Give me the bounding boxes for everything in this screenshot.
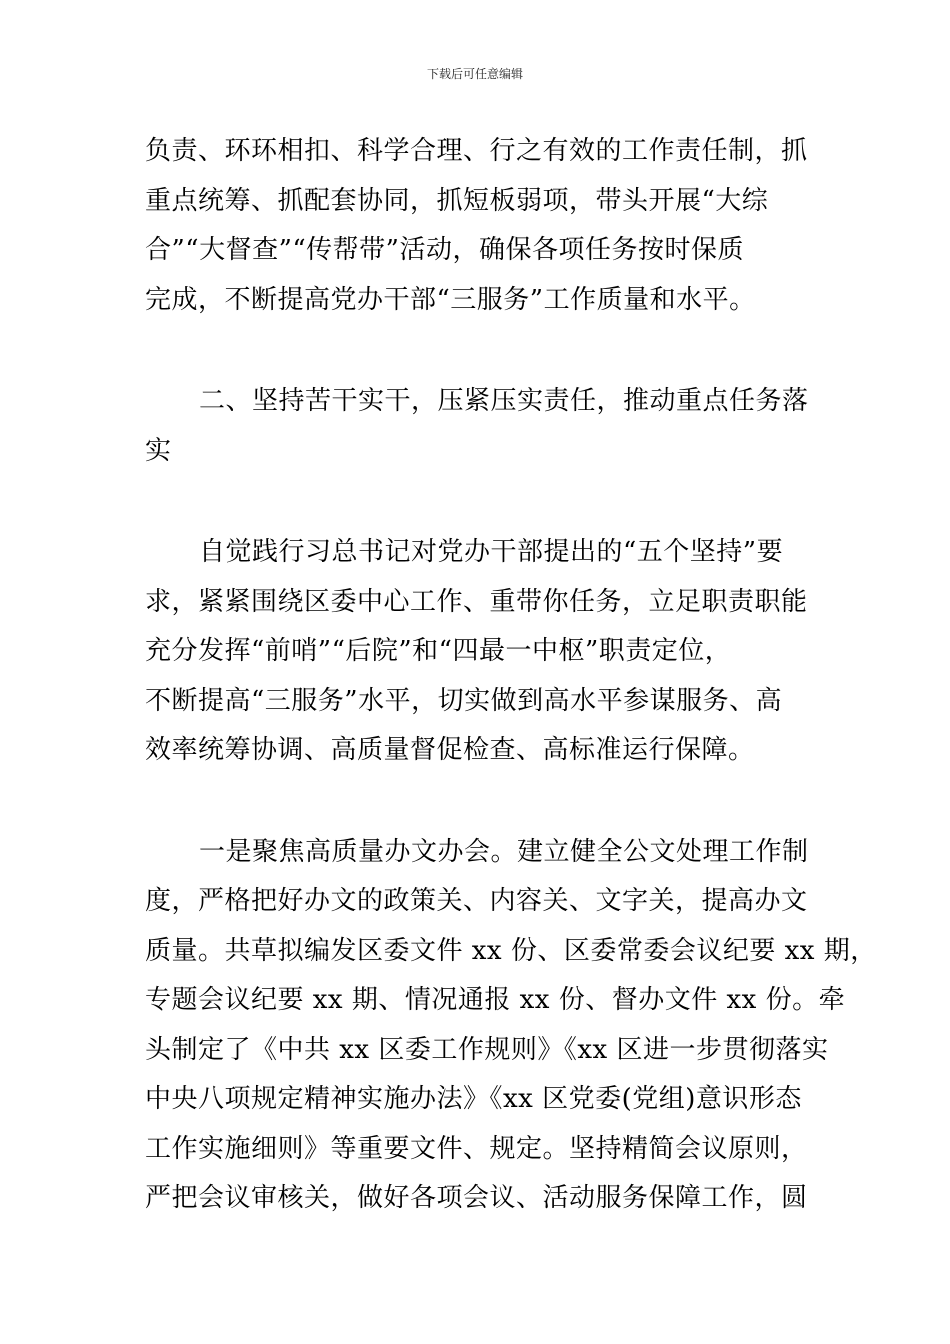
text-line: 完成，不断提高党办干部“三服务”工作质量和水平。 <box>145 284 756 315</box>
text-line: 度，严格把好办文的政策关、内容关、文字关，提高办文 <box>145 886 808 916</box>
paragraph-responsibility <box>145 127 810 325</box>
text-line: 求，紧紧围绕区委中心工作、重带你任务，立足职责职能 <box>145 586 808 617</box>
page-header-note: 下载后可任意编辑 <box>426 67 523 81</box>
paragraph-gap <box>145 476 810 528</box>
text-line: 中央八项规定精神实施办法》《xx 区党委(党组)意识形态 <box>145 1084 802 1114</box>
text-line: 不断提高“三服务”水平，切实做到高水平参谋服务、高 <box>145 685 783 716</box>
text-line: 充分发挥“前哨”“后院”和“四最一中枢”职责定位， <box>145 636 732 666</box>
text-line: 实 <box>145 435 172 466</box>
text-line: 二、坚持苦干实干，压紧压实责任，推动重点任务落 <box>199 386 809 416</box>
text-line: 头制定了《中共 xx 区委工作规则》《xx 区进一步贯彻落实 <box>145 1034 829 1065</box>
text-line: 质量。共草拟编发区委文件 xx 份、区委常委会议纪要 xx 期， <box>145 935 877 966</box>
paragraph-document-meetings <box>145 828 877 1224</box>
text-line: 工作实施细则》等重要文件、规定。坚持精简会议原则， <box>145 1133 808 1164</box>
section-heading-two <box>145 377 810 476</box>
paragraph-gap <box>145 325 810 377</box>
document-body <box>145 127 877 1224</box>
text-line: 合”“大督查”“传帮带”活动，确保各项任务按时保质 <box>145 235 744 265</box>
text-line: 专题会议纪要 xx 期、情况通报 xx 份、督办文件 xx 份。牵 <box>145 985 846 1015</box>
text-line: 效率统筹协调、高质量督促检查、高标准运行保障。 <box>145 735 755 765</box>
paragraph-gap <box>145 776 810 828</box>
text-line: 严把会议审核关，做好各项会议、活动服务保障工作，圆 <box>145 1183 808 1213</box>
paragraph-five-persistences <box>145 528 810 776</box>
text-line: 自觉践行习总书记对党办干部提出的“五个坚持”要 <box>199 537 784 567</box>
text-line: 重点统筹、抓配套协同，抓短板弱项，带头开展“大综 <box>145 185 769 216</box>
text-line: 负责、环环相扣、科学合理、行之有效的工作责任制，抓 <box>145 136 808 166</box>
text-line: 一是聚焦高质量办文办会。建立健全公文处理工作制 <box>199 836 809 867</box>
